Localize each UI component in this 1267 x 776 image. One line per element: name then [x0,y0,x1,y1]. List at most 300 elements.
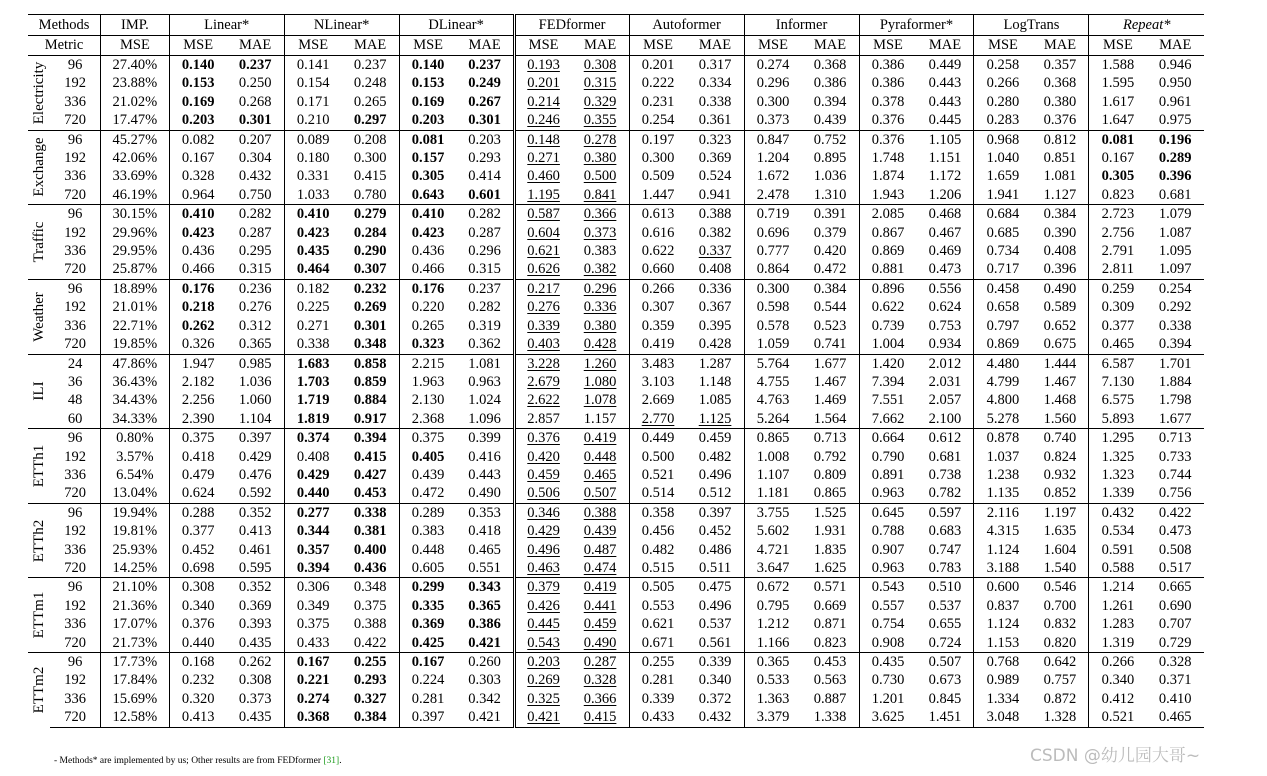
metric-value-cell: 0.961 [1158,93,1192,110]
table-row [28,186,1204,205]
metric-value-cell: 0.612 [917,429,974,448]
metric-value-cell: 0.934 [928,336,962,353]
improvement-cell: 47.86% [101,354,170,373]
metric-value-cell: 0.335 [399,597,456,615]
metric-value-cell: 0.312 [238,317,272,334]
improvement-cell: 3.57% [101,448,170,466]
metric-value-cell: 0.334 [698,75,732,92]
metric-value-cell: 1.588 [1089,56,1146,75]
metric-value-cell: 0.296 [744,74,801,92]
metric-value-cell: 0.383 [583,243,617,260]
metric-value-cell: 2.791 [1089,242,1146,260]
horizon-cell: 720 [64,186,87,203]
metric-value-cell: 2.256 [169,391,226,409]
metric-value-cell: 5.602 [744,522,801,540]
metric-header-mse: MSE [974,36,1031,56]
metric-value-cell: 0.386 [859,56,916,75]
metric-value-cell: 0.300 [353,150,387,167]
metric-value-cell: 1.078 [583,392,617,409]
metric-value-cell: 0.258 [974,56,1031,75]
metric-value-cell: 1.659 [974,167,1031,185]
dataset-name: ETTh1 [30,444,47,488]
metric-value-cell: 1.124 [974,615,1031,633]
metric-value-cell: 0.684 [974,205,1031,224]
metric-value-cell: 0.507 [917,653,974,672]
metric-value-cell: 1.647 [1089,111,1146,130]
metric-value-cell: 0.386 [859,74,916,92]
dataset-name: ETTm2 [30,666,47,714]
metric-value-cell: 0.487 [583,541,617,558]
metric-value-cell: 1.451 [917,708,974,727]
metric-value-cell: 0.246 [514,111,571,130]
metric-value-cell: 1.157 [583,410,617,427]
table-row [28,484,1204,503]
metric-value-cell: 0.331 [284,167,341,185]
metric-value-cell: 1.260 [572,354,629,373]
metric-value-cell: 0.795 [744,597,801,615]
metric-value-cell: 0.452 [169,541,226,559]
metric-value-cell: 0.379 [514,578,571,597]
metric-value-cell: 5.264 [744,410,801,429]
metric-value-cell: 0.486 [698,541,732,558]
improvement-cell: 29.95% [101,242,170,260]
metric-value-cell: 1.540 [1043,559,1077,576]
metric-value-cell: 0.605 [399,559,456,578]
metric-value-cell: 0.266 [974,74,1031,92]
metric-value-cell: 0.292 [1158,299,1192,316]
metric-value-cell: 0.864 [744,260,801,279]
metric-value-cell: 0.509 [629,167,686,185]
metric-value-cell: 4.800 [974,391,1031,409]
metric-value-cell: 0.203 [457,130,514,149]
metric-value-cell: 0.436 [169,242,226,260]
metric-value-cell: 0.282 [468,299,501,316]
metric-value-cell: 0.153 [399,74,456,92]
metric-value-cell: 0.433 [629,708,686,727]
metric-value-cell: 0.435 [284,242,341,260]
metric-value-cell: 1.339 [1089,484,1146,503]
metric-value-cell: 0.376 [169,615,226,633]
metric-value-cell: 0.340 [169,597,226,615]
metric-value-cell: 0.259 [1089,279,1146,298]
metric-value-cell: 0.690 [1158,597,1192,614]
metric-value-cell: 3.228 [514,354,571,373]
metric-value-cell: 0.375 [284,615,341,633]
metric-value-cell: 0.315 [468,261,501,278]
metric-value-cell: 0.301 [468,112,501,129]
metric-value-cell: 1.059 [744,335,801,354]
metric-value-cell: 1.212 [744,615,801,633]
metric-value-cell: 0.403 [514,335,571,354]
metric-value-cell: 1.467 [813,373,847,390]
metric-value-cell: 0.730 [859,671,916,689]
metric-value-cell: 0.428 [583,336,617,353]
metric-value-cell: 0.427 [353,466,387,483]
footnote-citation-link[interactable]: [31] [323,756,340,766]
metric-value-cell: 0.249 [468,75,501,92]
improvement-cell: 17.84% [101,671,170,689]
metric-value-cell: 0.823 [1089,186,1146,205]
metric-value-cell: 0.201 [514,74,571,92]
metric-value-cell: 0.589 [1043,299,1077,316]
metric-value-cell: 1.525 [802,503,859,522]
metric-value-cell: 0.537 [928,597,962,614]
metric-value-cell: 0.783 [928,559,962,576]
metric-value-cell: 0.380 [1043,93,1077,110]
metric-value-cell: 0.203 [169,111,226,130]
horizon-cell: 336 [64,690,87,707]
model-header-autoformer: Autoformer [629,15,744,36]
metric-value-cell: 0.626 [514,260,571,279]
table-row [28,130,1204,149]
improvement-cell: 25.87% [101,260,170,279]
metric-value-cell: 7.394 [859,373,916,391]
metric-value-cell: 0.231 [629,93,686,111]
metric-value-cell: 2.100 [928,410,962,427]
metric-value-cell: 0.443 [468,466,501,483]
table-row [28,149,1204,167]
metric-header-mae: MAE [1031,36,1088,56]
improvement-cell: 21.01% [101,298,170,316]
table-row [28,522,1204,540]
metric-value-cell: 1.040 [974,149,1031,167]
metric-value-cell: 0.511 [699,559,732,576]
metric-value-cell: 0.397 [399,708,456,727]
metric-value-cell: 0.419 [572,578,629,597]
header-row-models [28,15,1204,36]
metric-value-cell: 1.338 [802,708,859,727]
horizon-cell: 336 [64,541,87,558]
metric-value-cell: 0.598 [744,298,801,316]
metric-value-cell: 0.366 [583,690,617,707]
metric-value-cell: 0.274 [744,56,801,75]
metric-value-cell: 2.679 [514,373,571,391]
table-row [28,615,1204,633]
metric-value-cell: 1.085 [698,392,732,409]
metric-value-cell: 0.435 [238,634,272,651]
metric-value-cell: 3.483 [629,354,686,373]
metric-value-cell: 0.410 [284,205,341,224]
metric-value-cell: 0.260 [457,653,514,672]
metric-value-cell: 0.553 [629,597,686,615]
metric-value-cell: 0.393 [238,616,272,633]
metric-value-cell: 0.289 [399,503,456,522]
metric-value-cell: 0.671 [629,634,686,653]
metric-value-cell: 0.768 [974,653,1031,672]
metric-value-cell: 0.624 [928,299,962,316]
improvement-cell: 46.19% [101,186,170,205]
metric-value-cell: 1.096 [468,410,501,427]
metric-value-cell: 0.337 [698,243,732,260]
table-row [28,541,1204,559]
metric-value-cell: 0.707 [1158,616,1192,633]
metric-value-cell: 0.269 [514,671,571,689]
metric-header-mse: MSE [514,36,571,56]
metric-value-cell: 1.036 [813,168,847,185]
table-row [28,56,1204,75]
metric-value-cell: 0.193 [514,56,571,75]
metric-value-cell: 0.440 [284,484,341,503]
metric-value-cell: 0.757 [1043,672,1077,689]
metric-value-cell: 0.369 [238,597,272,614]
metric-value-cell: 0.521 [1089,708,1146,727]
model-header-linear: Linear* [169,15,284,36]
metric-value-cell: 0.466 [169,260,226,279]
metric-value-cell: 0.386 [468,616,501,633]
metric-value-cell: 0.304 [238,150,272,167]
dataset-label [28,205,50,280]
metric-value-cell: 3.625 [859,708,916,727]
metric-value-cell: 1.941 [974,186,1031,205]
table-row [28,429,1204,448]
metric-value-cell: 2.057 [928,392,962,409]
metric-value-cell: 0.435 [859,653,916,672]
metric-value-cell: 0.283 [974,111,1031,130]
metric-value-cell: 0.533 [744,671,801,689]
metric-value-cell: 1.060 [238,392,272,409]
metric-value-cell: 1.604 [1043,541,1077,558]
table-row [28,391,1204,409]
metric-value-cell: 0.809 [813,466,847,483]
metric-value-cell: 0.543 [859,578,916,597]
metric-value-cell: 1.295 [1089,429,1146,448]
metric-value-cell: 1.625 [813,559,847,576]
metric-value-cell: 1.033 [284,186,341,205]
metric-value-cell: 3.755 [744,503,801,522]
dataset-name: ETTh2 [30,519,47,562]
metric-value-cell: 1.283 [1089,615,1146,633]
improvement-cell: 27.40% [101,56,170,75]
horizon-cell: 720 [64,485,87,502]
metric-value-cell: 0.237 [468,57,501,73]
metric-value-cell: 0.750 [238,186,272,203]
metric-value-cell: 2.182 [169,373,226,391]
metric-value-cell: 0.396 [1158,168,1192,185]
metric-value-cell: 0.268 [238,93,272,110]
metric-value-cell: 0.276 [238,299,272,316]
metric-value-cell: 1.469 [813,392,847,409]
metric-value-cell: 1.363 [744,690,801,708]
metric-value-cell: 0.908 [859,634,916,653]
metric-value-cell: 0.372 [698,690,732,707]
metric-value-cell: 0.515 [629,559,686,578]
metric-value-cell: 0.287 [238,224,272,241]
metric-value-cell: 0.597 [917,503,974,522]
metric-value-cell: 0.352 [227,503,284,522]
metric-value-cell: 0.384 [342,708,399,727]
metric-value-cell: 1.467 [1043,373,1077,390]
metric-value-cell: 1.560 [1043,410,1077,427]
metric-value-cell: 0.429 [238,448,272,465]
metric-value-cell: 0.461 [238,541,272,558]
metric-value-cell: 4.799 [974,373,1031,391]
metric-value-cell: 0.293 [468,150,501,167]
metric-value-cell: 0.788 [859,522,916,540]
metric-value-cell: 7.130 [1089,373,1146,391]
metric-value-cell: 1.884 [1158,373,1192,390]
metric-value-cell: 0.293 [353,672,387,689]
metric-value-cell: 0.328 [169,167,226,185]
metric-value-cell: 0.388 [687,205,745,224]
metric-value-cell: 4.763 [744,391,801,409]
metric-value-cell: 0.359 [629,317,686,335]
results-table [28,14,1204,728]
metric-value-cell: 0.472 [813,261,847,278]
metric-value-cell: 0.410 [1158,690,1192,707]
metric-value-cell: 0.946 [1158,57,1192,73]
metric-value-cell: 0.355 [583,112,617,129]
metric-header-mae: MAE [917,36,974,56]
metric-value-cell: 0.466 [399,260,456,279]
metric-value-cell: 0.254 [629,111,686,130]
improvement-cell: 18.89% [101,279,170,298]
metric-value-cell: 0.595 [238,559,272,576]
metric-value-cell: 0.871 [813,616,847,633]
metric-value-cell: 0.415 [572,708,629,727]
metric-value-cell: 0.361 [698,112,732,129]
metric-value-cell: 0.672 [744,578,801,597]
metric-value-cell: 0.664 [859,429,916,448]
table-row [28,634,1204,653]
metric-value-cell: 0.339 [629,690,686,708]
metric-value-cell: 0.443 [928,93,962,110]
metric-value-cell: 0.280 [974,93,1031,111]
table-row [28,466,1204,484]
metric-value-cell: 0.388 [572,503,629,522]
improvement-cell: 15.69% [101,690,170,708]
metric-value-cell: 0.465 [1089,335,1146,354]
improvement-cell: 42.06% [101,149,170,167]
dataset-label [28,56,50,131]
metric-value-cell: 0.167 [399,653,456,672]
metric-value-cell: 1.819 [284,410,341,429]
table-row [28,205,1204,224]
metric-value-cell: 0.232 [169,671,226,689]
metric-value-cell: 0.985 [227,354,284,373]
metric-value-cell: 1.037 [974,448,1031,466]
metric-value-cell: 0.963 [859,559,916,578]
metric-value-cell: 0.496 [514,541,571,559]
improvement-cell: 23.88% [101,74,170,92]
metric-value-cell: 0.376 [859,130,916,149]
metric-value-cell: 1.334 [974,690,1031,708]
metric-header: Metric [28,36,101,56]
metric-value-cell: 0.675 [1043,336,1077,353]
horizon-cell: 192 [64,448,87,465]
metric-value-cell: 0.308 [238,672,272,689]
metric-value-cell: 0.169 [399,93,456,111]
metric-value-cell: 2.215 [399,354,456,373]
metric-value-cell: 2.857 [514,410,571,429]
metric-value-cell: 0.281 [399,690,456,708]
metric-value-cell: 1.947 [169,354,226,373]
metric-value-cell: 0.600 [974,578,1031,597]
horizon-cell: 336 [64,616,87,633]
metric-value-cell: 1.125 [698,410,732,427]
metric-value-cell: 0.400 [353,541,387,558]
metric-value-cell: 2.756 [1089,224,1146,242]
metric-value-cell: 0.652 [1043,317,1077,334]
metric-value-cell: 0.436 [399,242,456,260]
improvement-cell: 34.43% [101,391,170,409]
table-body [28,15,1204,728]
metric-value-cell: 0.328 [583,672,617,689]
metric-value-cell: 0.237 [353,57,387,73]
metric-value-cell: 2.116 [974,503,1031,522]
metric-value-cell: 0.399 [457,429,514,448]
metric-value-cell: 0.512 [698,485,732,502]
metric-value-cell: 0.276 [514,298,571,316]
metric-value-cell: 0.176 [169,279,226,298]
horizon-cell: 36 [67,373,83,390]
metric-value-cell: 1.874 [859,167,916,185]
improvement-cell: 13.04% [101,484,170,503]
metric-header-mse: MSE [1089,36,1146,56]
metric-value-cell: 2.478 [744,186,801,205]
metric-value-cell: 2.622 [514,391,571,409]
metric-value-cell: 1.943 [859,186,916,205]
metric-value-cell: 0.824 [1043,448,1077,465]
metric-value-cell: 0.315 [238,261,272,278]
metric-value-cell: 0.397 [687,503,745,522]
metric-value-cell: 0.323 [399,335,456,354]
metric-value-cell: 0.305 [399,167,456,185]
metric-value-cell: 0.225 [284,298,341,316]
metric-value-cell: 0.896 [859,279,916,298]
improvement-cell: 19.94% [101,503,170,522]
metric-value-cell: 0.423 [399,224,456,242]
metric-value-cell: 0.557 [859,597,916,615]
metric-value-cell: 0.433 [284,634,341,653]
metric-value-cell: 6.575 [1089,391,1146,409]
table-row [28,578,1204,597]
metric-header-mae: MAE [227,36,284,56]
improvement-cell: 17.07% [101,615,170,633]
metric-value-cell: 0.217 [514,279,571,298]
metric-value-cell: 0.884 [353,392,387,409]
metric-value-cell: 0.415 [353,448,387,465]
metric-value-cell: 0.426 [514,597,571,615]
metric-value-cell: 0.681 [1158,186,1192,203]
metric-value-cell: 0.845 [928,690,962,707]
metric-value-cell: 0.505 [629,578,686,597]
metric-value-cell: 0.496 [698,597,732,614]
metric-value-cell: 0.673 [928,672,962,689]
metric-value-cell: 1.564 [813,410,847,427]
metric-value-cell: 0.371 [1158,672,1192,689]
metric-value-cell: 0.421 [468,634,501,651]
metric-value-cell: 0.841 [583,186,617,203]
metric-value-cell: 6.587 [1089,354,1146,373]
metric-value-cell: 0.869 [859,242,916,260]
metric-value-cell: 0.368 [284,708,341,727]
metric-value-cell: 0.713 [1146,429,1204,448]
metric-value-cell: 1.036 [238,373,272,390]
metric-header-mse: MSE [629,36,686,56]
metric-value-cell: 0.878 [974,429,1031,448]
metric-value-cell: 0.425 [399,634,456,653]
metric-value-cell: 0.336 [687,279,745,298]
table-row [28,335,1204,354]
metric-value-cell: 0.269 [353,299,387,316]
metric-value-cell: 0.534 [1089,522,1146,540]
metric-value-cell: 0.301 [353,317,387,334]
metric-value-cell: 0.254 [1146,279,1204,298]
metric-value-cell: 1.195 [514,186,571,205]
metric-value-cell: 0.556 [917,279,974,298]
metric-value-cell: 0.413 [169,708,226,727]
metric-value-cell: 0.508 [1158,541,1192,558]
